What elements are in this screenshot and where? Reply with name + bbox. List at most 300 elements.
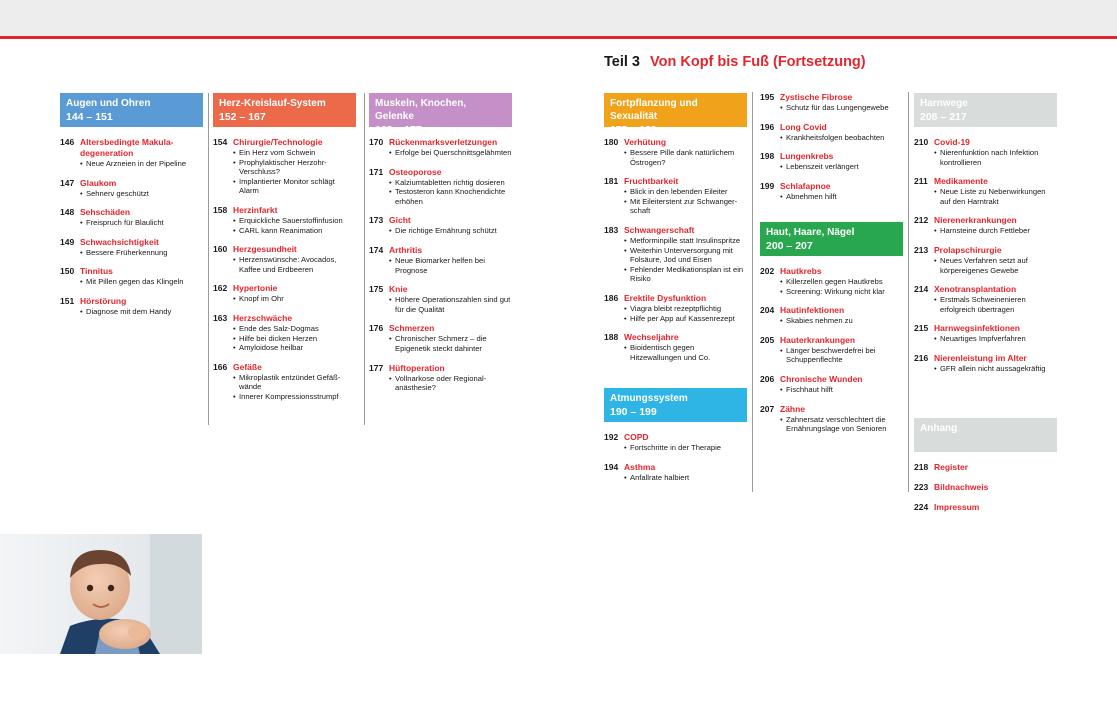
entry-bullet [780,346,903,365]
entry-line [60,178,203,189]
bullet-text: Höhere Operationszahlen sind gut für die Qualität [395,295,511,314]
section-header [914,93,1057,127]
bullet-text: Blick in den lebenden Eileiter [630,187,728,197]
bullet-icon: • [389,177,392,187]
bullet-text: Prophylaktischer Herzohr-Verschluss? [239,157,327,177]
page-number: 194 [604,461,619,472]
page-number: 174 [369,244,384,255]
entry-title[interactable]: Altersbedingte Makula-degeneration [80,137,174,158]
toc-entry[interactable] [60,237,203,258]
toc-entry[interactable] [604,293,747,323]
bullet-text: Metforminpille statt Insulinspritze [630,235,741,245]
entry-line [369,284,512,295]
bullet-icon: • [80,188,83,198]
entry-title[interactable]: Long Covid [780,121,827,132]
bullet-icon: • [780,162,783,172]
bullet-text: Mikroplastik entzündet Gefäß-wände [239,372,341,392]
page-number: 177 [369,362,384,373]
toc-entry[interactable] [604,225,747,284]
bullet-text: Freispruch für Blaulicht [86,218,164,228]
entry-title[interactable]: Verhütung [624,137,667,147]
entry-line [760,151,903,162]
entry-bullet [780,103,903,113]
bullet-icon: • [80,218,83,228]
entry-title[interactable]: Tinnitus [80,266,113,277]
bullet-icon: • [233,343,236,353]
toc-entry[interactable] [914,462,1057,473]
page-number: 213 [914,244,929,255]
entry-bullet [624,443,747,453]
bullet-icon: • [389,148,392,157]
page-number: 180 [604,137,619,147]
entry-line [369,167,512,178]
entry-bullet [624,314,747,324]
page-number: 223 [914,482,929,492]
entry-bullet [233,373,356,392]
toc-entry[interactable] [60,178,203,199]
entry-title[interactable]: Sehschäden [80,207,131,218]
entry-title[interactable]: Zystische Fibrose [780,92,853,102]
toc-entry[interactable] [604,176,747,216]
toc-entry[interactable] [914,323,1057,344]
entry-bullet [780,277,903,287]
entry-bullet [389,148,512,158]
entry-title[interactable]: Rückenmarksverletzungen [389,137,498,147]
entry-bullet [934,364,1057,374]
entry-bullet [780,385,903,395]
entry-bullet [780,192,903,202]
section-header [914,418,1057,452]
entry-title[interactable]: Gicht [389,215,411,226]
toc-entry[interactable] [369,323,512,353]
bullet-text: Implantierter Monitor schlägt Alarm [239,176,335,196]
bullet-text: Herzenswünsche: Avocados, Kaffee und Erdbeeren [239,255,337,274]
entry-line [60,266,203,277]
section-header [604,388,747,422]
toc-entry[interactable] [760,335,903,365]
bullet-icon: • [233,323,236,333]
entry-bullet [780,287,903,297]
bullet-text: Vollnarkose oder Regional-anästhesie? [395,373,487,393]
toc-entry[interactable] [760,374,903,395]
bullet-icon: • [389,373,392,383]
entry-bullet [80,159,203,169]
toc-entry[interactable] [213,313,356,353]
entry-title[interactable]: Register [934,462,969,472]
entry-line [760,404,903,415]
bullet-text: Abnehmen hilft [786,191,837,201]
entry-bullet [389,187,512,206]
entry-title[interactable]: Schwachsichtigkeit [80,236,159,247]
section-title: Haut, Haare, Nägel [766,227,855,238]
bullet-icon: • [780,345,783,355]
bullet-text: Sehnerv geschützt [86,188,149,198]
page-number: 183 [604,224,619,235]
bullet-icon: • [389,187,392,197]
entry-title[interactable]: Xenotransplantation [934,284,1017,295]
bullet-icon: • [233,148,236,157]
bullet-icon: • [80,159,83,168]
entry-title[interactable]: Hüftoperation [389,362,445,373]
entry-line [914,353,1057,364]
red-rule [0,36,1117,39]
page-number: 160 [213,244,228,255]
bullet-icon: • [780,191,783,201]
column-divider [908,92,909,492]
bullet-icon: • [780,414,783,424]
bullet-text: Skabies nehmen zu [786,316,853,326]
entry-title[interactable]: Zähne [780,403,806,414]
section-range: 152 – 167 [219,111,266,123]
section-title: Fortpflanzung und Sexualität [610,98,698,122]
section-header [213,93,356,127]
toc-entry[interactable] [604,137,747,167]
bullet-text: Hilfe per App auf Kassenrezept [630,313,735,323]
toc-entry[interactable] [760,122,903,143]
bullet-icon: • [80,306,83,316]
toc-entry[interactable] [760,266,903,296]
bullet-icon: • [233,157,236,167]
entry-line [760,266,903,277]
toc-entry[interactable] [60,207,203,228]
bullet-icon: • [934,255,937,265]
page-number: 188 [604,332,619,343]
page-number: 218 [914,462,929,472]
entry-title[interactable]: Schmerzen [389,323,435,334]
entry-bullet [780,415,903,434]
page-number: 158 [213,204,228,215]
toc-entry[interactable] [914,215,1057,236]
child-photo [0,534,202,654]
bullet-icon: • [389,226,392,236]
bullet-icon: • [624,148,627,157]
entry-title[interactable]: Hautkrebs [780,266,822,276]
toc-entry[interactable] [914,482,1057,493]
entry-bullet [389,334,512,353]
bullet-text: Lebenszeit verlängert [786,162,859,172]
bullet-icon: • [233,225,236,235]
toc-entry[interactable] [760,305,903,326]
entry-line [914,245,1057,256]
page-number: 202 [760,266,775,276]
toc-entry[interactable] [60,137,203,169]
entry-line [914,215,1057,226]
entry-line [760,305,903,316]
bullet-text: Harnsteine durch Fettleber [940,226,1030,236]
bullet-text: Erstmals Schweinenieren erfolgreich übertragen [940,295,1026,314]
entry-line [369,215,512,226]
entry-title[interactable]: Prolapschirurgie [934,244,1002,255]
bullet-icon: • [233,391,236,401]
entry-line [914,482,1057,493]
entry-line [760,335,903,346]
bullet-text: Bioidentisch gegen Hitzewallungen und Co. [630,343,711,362]
entry-title[interactable]: Herzschwäche [233,312,293,323]
bullet-text: Testosteron kann Knochendichte erhöhen [395,187,506,206]
bullet-icon: • [389,255,392,265]
toc-entry[interactable] [914,502,1057,513]
part-number: Teil 3 [604,54,640,70]
section-header [369,93,512,136]
bullet-text: Killerzellen gegen Hautkrebs [786,277,883,286]
section-range: 178 – 189 [610,124,657,136]
bullet-icon: • [934,295,937,305]
bullet-icon: • [780,384,783,394]
entry-title[interactable]: COPD [624,432,649,442]
bullet-icon: • [233,215,236,225]
bullet-icon: • [233,176,236,186]
bullet-icon: • [624,472,627,482]
child-photo-illustration [0,534,202,654]
toc-column [760,92,903,210]
bullet-icon: • [233,333,236,343]
bullet-icon: • [624,313,627,323]
bullet-text: Neue Biomarker helfen bei Prognose [395,255,485,275]
bullet-icon: • [624,303,627,313]
entry-line [213,283,356,294]
section-title: Anhang [920,423,958,434]
bullet-text: Schutz für das Lungengewebe [786,103,889,112]
page-number: 224 [914,502,929,512]
entry-bullet [389,226,512,236]
entry-line [60,207,203,218]
entry-bullet [233,324,356,334]
page-number: 196 [760,121,775,132]
entry-title[interactable]: Bildnachweis [934,482,989,492]
bullet-icon: • [624,264,627,274]
entry-title[interactable]: Impressum [934,502,980,512]
toc-entry[interactable] [369,137,512,158]
entry-title[interactable]: Herzgesundheit [233,244,297,255]
entry-line [760,92,903,103]
page-number: 186 [604,292,619,303]
entry-line [914,502,1057,513]
toc-entry[interactable] [760,92,903,113]
entry-line [369,323,512,334]
bullet-icon: • [624,196,627,206]
entry-line [60,296,203,307]
entry-bullet [389,178,512,188]
bullet-text: Ende des Salz-Dogmas [239,323,319,333]
toc-entry[interactable] [604,332,747,362]
page-number: 199 [760,180,775,191]
bullet-icon: • [624,245,627,255]
section-range: 144 – 151 [66,111,113,123]
toc-entry[interactable] [213,283,356,304]
bullet-text: Bessere Früherkennung [86,247,168,257]
toc-entry[interactable] [760,404,903,434]
entry-bullet [80,248,203,258]
toc-column-section [914,418,1057,522]
entry-bullet [624,343,747,362]
toc-entry[interactable] [604,462,747,483]
entry-bullet [934,334,1057,344]
entry-title[interactable]: Hypertonie [233,283,278,294]
toc-entry[interactable] [213,362,356,402]
entry-title[interactable]: Lungenkrebs [780,151,834,162]
section-range: 168 – 177 [375,124,422,136]
entry-line [213,205,356,216]
page-number: 149 [60,236,75,247]
entry-bullet [80,218,203,228]
entry-line [213,362,356,373]
toc-entry[interactable] [369,363,512,393]
toc-entry[interactable] [760,181,903,202]
toc-entry[interactable] [604,432,747,453]
entry-line [604,176,747,187]
toc-entry[interactable] [914,284,1057,314]
entry-bullet [233,255,356,274]
part-title: Von Kopf bis Fuß (Fortsetzung) [650,54,866,70]
bullet-icon: • [780,277,783,286]
page-number: 148 [60,207,75,218]
toc-column [60,93,203,326]
page-number: 146 [60,137,75,147]
toc-entry[interactable] [369,167,512,207]
entry-line [604,225,747,236]
bullet-text: Fehlender Medikationsplan ist ein Risiko [630,264,744,284]
entry-bullet [80,307,203,317]
toc-entry[interactable] [213,244,356,274]
bullet-text: Chronischer Schmerz – die Epigenetik steckt dahinter [395,334,487,353]
entry-bullet [624,304,747,314]
bullet-icon: • [624,187,627,197]
entry-bullet [233,148,356,158]
toc-entry[interactable] [369,215,512,236]
entry-title[interactable]: Knie [389,284,408,295]
bullet-icon: • [80,277,83,287]
entry-title[interactable]: Covid-19 [934,137,970,147]
entry-title[interactable]: Herzinfarkt [233,204,278,215]
toc-entry[interactable] [60,296,203,317]
page-number: 192 [604,432,619,442]
entry-line [60,237,203,248]
entry-line [604,332,747,343]
bullet-icon: • [934,334,937,344]
entry-title[interactable]: Medikamente [934,176,988,187]
bullet-text: Neue Arzneien in der Pipeline [86,159,187,168]
page-number: 162 [213,283,228,294]
entry-title[interactable]: Erektile Dysfunktion [624,292,707,303]
section-title: Herz-Kreislauf-System [219,98,326,109]
entry-bullet [780,133,903,143]
toc-entry[interactable] [213,137,356,196]
entry-bullet [624,265,747,284]
toc-entry[interactable] [213,205,356,235]
entry-title[interactable]: Glaukom [80,177,117,188]
entry-title[interactable]: Fruchtbarkeit [624,176,679,187]
entry-line [213,313,356,324]
bullet-icon: • [233,372,236,382]
bullet-text: Neues Verfahren setzt auf körpereigenes Gewebe [940,255,1028,275]
section-title: Atmungssystem [610,393,688,404]
entry-line [760,122,903,133]
toc-entry[interactable] [369,284,512,314]
entry-bullet [934,148,1057,167]
entry-title[interactable]: Gefäße [233,361,262,372]
entry-line [369,363,512,374]
entry-line [914,323,1057,334]
entry-bullet [624,187,747,197]
entry-title[interactable]: Schwangerschaft [624,224,695,235]
entry-title[interactable]: Asthma [624,461,656,472]
entry-title[interactable]: Arthritis [389,244,423,255]
toc-entry[interactable] [914,176,1057,206]
column-divider [752,92,753,492]
bullet-text: Innerer Kompressionsstrumpf [239,391,339,401]
entry-line [604,137,747,148]
entry-title[interactable]: Schlafapnoe [780,180,831,191]
page-number: 173 [369,215,384,226]
column-divider [364,93,365,425]
toc-entry[interactable] [914,353,1057,374]
page-number: 170 [369,137,384,147]
entry-bullet [624,236,747,246]
page-number: 166 [213,361,228,372]
bullet-text: Nierenfunktion nach Infektion kontrollieren [940,148,1039,167]
entry-title[interactable]: Hautinfektionen [780,305,845,316]
bullet-icon: • [624,235,627,245]
entry-title[interactable]: Nierenerkrankungen [934,215,1017,226]
entry-title[interactable]: Wechseljahre [624,332,679,343]
entry-title[interactable]: Nierenleistung im Alter [934,352,1027,363]
bullet-text: Bessere Pille dank natürlichem Östrogen? [630,148,735,167]
bullet-text: Länger beschwerdefrei bei Schuppenflechte [786,345,876,365]
toc-entry[interactable] [760,151,903,172]
toc-entry[interactable] [914,137,1057,167]
section-header [760,222,903,256]
bullet-text: Mit Eileiterstent zur Schwanger-schaft [630,196,738,216]
entry-title[interactable]: Harnwegsinfektionen [934,323,1020,334]
page-number: 215 [914,323,929,334]
entry-bullet [233,343,356,353]
entry-bullet [233,294,356,304]
toc-entry[interactable] [914,245,1057,275]
bullet-text: Die richtige Ernährung schützt [395,226,497,236]
toc-entry[interactable] [369,245,512,275]
entry-bullet [624,148,747,167]
bullet-text: CARL kann Reanimation [239,225,323,235]
entry-line [914,137,1057,148]
bullet-icon: • [934,363,937,373]
part-heading [604,54,866,70]
page-number: 151 [60,295,75,306]
bullet-icon: • [624,343,627,353]
page-number: 216 [914,352,929,363]
entry-title[interactable]: Hauterkrankungen [780,334,856,345]
bullet-text: Amyloidose heilbar [239,343,304,353]
bullet-text: Fortschritte in der Therapie [630,443,722,452]
entry-title[interactable]: Osteoporose [389,166,442,177]
entry-title[interactable]: Chirurgie/Technologie [233,137,323,147]
page-number: 206 [760,373,775,384]
bullet-icon: • [233,294,236,304]
entry-line [604,462,747,473]
column-divider [208,93,209,425]
bullet-icon: • [624,443,627,452]
toc-entry[interactable] [60,266,203,287]
bullet-text: Krankheitsfolgen beobachten [786,132,885,142]
entry-bullet [780,316,903,326]
entry-line [760,374,903,385]
bullet-text: Knopf im Ohr [239,294,284,304]
entry-title[interactable]: Chronische Wunden [780,373,863,384]
toc-column [914,93,1057,383]
bullet-text: Neue Liste zu Nebenwirkungen auf den Harntrakt [940,187,1046,206]
entry-line [369,137,512,148]
bullet-icon: • [80,247,83,257]
entry-title[interactable]: Hörstörung [80,295,127,306]
